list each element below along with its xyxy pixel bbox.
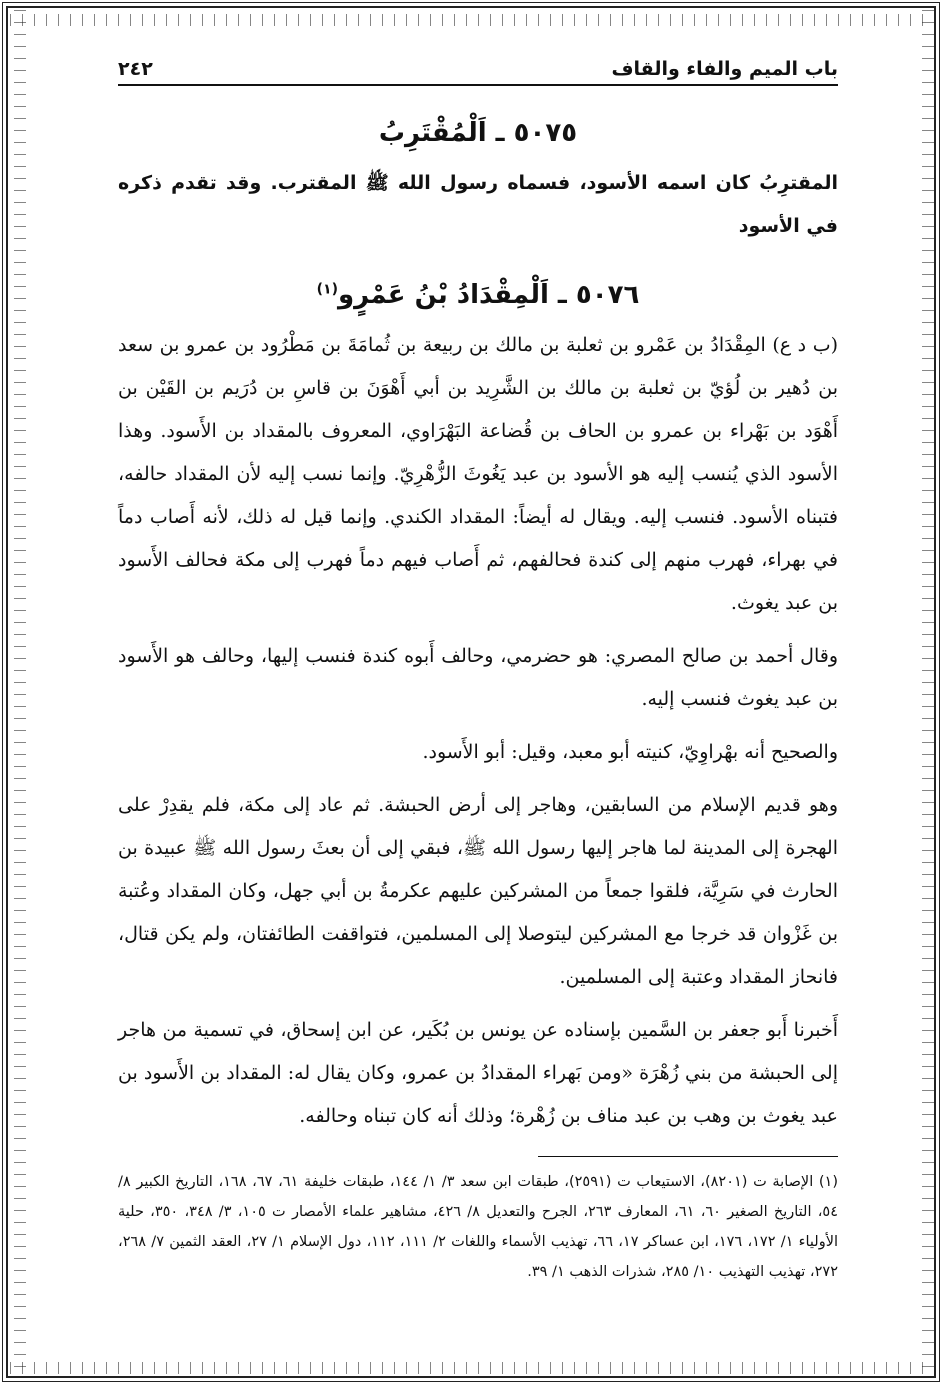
footnote-marker: (١) — [316, 281, 338, 298]
entry-paragraph: والصحيح أنه بهْراوِيّ، كنيته أبو معبد، وقيل: أبو الأَسود. — [422, 741, 838, 763]
entry-paragraph: أَخبرنا أَبو جعفر بن السَّمين بإسناده عن يونس بن بُكَير، عن ابن إسحاق، في تسمية من هاجر إلى الحبشة من بني زُهْرَة «ومن بَهراء المقدادُ بن عمرو، وكان يقال له: المقداد بن الأَسود بن عبد يغوث بن وهب بن عبد مناف بن زُهْرة؛ وذلك أنه كان تبناه وحالفه. — [118, 1019, 838, 1127]
page-number: ٢٤٢ — [118, 58, 153, 80]
entry-title-5075: ٥٠٧٥ ـ اَلْمُقْتَرِبُ — [378, 118, 578, 148]
entry-paragraph: وهو قديم الإسلام من السابقين، وهاجر إلى أرض الحبشة. ثم عاد إلى مكة، فلم يقدِرْ على الهجرة إلى المدينة لما هاجر إليها رسول الله ﷺ، فبقي إلى أن بعثَ رسول الله ﷺ عبيدة بن الحارث في سَرِيَّة، فلقوا جمعاً من المشركين عليهم عكرمةُ بن أبي جهل، وكان المقداد وعُتبة بن غَزْوان قد خرجا مع المشركين ليتوصلا إلى المسلمين، فتواقفت الطائفتان، ولم يكن قتال، فانحاز المقداد وعتبة إلى المسلمين. — [118, 794, 838, 988]
running-header — [118, 58, 838, 86]
footnote-divider — [538, 1156, 838, 1157]
border-ornament-top — [10, 14, 938, 26]
entry-paragraph: (ب د ع) المِقْدَادُ بن عَمْرو بن ثعلبة بن مالك بن ربيعة بن ثُمامَةَ بن مَطْرُود بن عمرو بن سعد بن دُهير بن لُؤيّ بن ثعلبة بن مالك بن الشَّرِيد بن أبي أَهْوَنَ بن قاسِ بن دُرَيم بن القَيْن بن أَهْوَد بن بَهْراء بن عمرو بن الحاف بن قُضاعة البَهْرَاوي، المعروف بالمقداد بن الأَسود. وهذا الأسود الذي يُنسب إليه هو الأسود بن عبد يَغُوثَ الزُّهْرِيّ. وإنما نسب إليه لأن المقداد حالفه، فتبناه الأسود. فنسب إليه. ويقال له أيضاً: المقداد الكندي. وإنما قيل له ذلك، لأنه أَصاب دماً في بهراء، فهرب منهم إلى كندة فحالفهم، ثم أَصاب فيهم دماً فهرب إلى مكة فحالف الأَسود بن عبد يغوث. — [118, 334, 838, 614]
entry-paragraph: المقترِبُ كان اسمه الأسود، فسماه رسول الله ﷺ المقترب. وقد تقدم ذكره في الأسود — [118, 172, 838, 237]
footnote: (١) الإصابة ت (٨٢٠١)، الاستيعاب ت (٢٥٩١)، طبقات ابن سعد ٣/ ١/ ١٤٤، طبقات خليفة ٦١، ٦٧، ١٦٨، التاريخ الكبير ٨/ ٥٤، التاريخ الصغير ٦٠، ٦١، المعارف ٢٦٣، الجرح والتعديل ٨/ ٤٢٦، مشاهير علماء الأمصار ت ١٠٥، ٣/ ٣٤٨، ٣٥٠، حلية الأولياء ١/ ١٧٢، ١٧٦، ابن عساكر ١٧، ٦٦، تهذيب الأسماء واللغات ٢/ ١١١، ١١٢، دول الإسلام ١/ ٢٧، العقد الثمين ٧/ ٢٦٨، ٢٧٢، تهذيب التهذيب ١٠/ ٢٨٥، شذرات الذهب ١/ ٣٩. — [118, 1174, 838, 1280]
border-ornament-right — [922, 10, 934, 1378]
entry-title-5076: ٥٠٧٦ ـ اَلْمِقْدَادُ بْنُ عَمْرٍو$^{(١)}$ — [316, 280, 640, 310]
section-title: باب الميم والفاء والقاف — [611, 58, 838, 80]
entry-paragraph: وقال أحمد بن صالح المصري: هو حضرمي، وحالف أَبوه كندة فنسب إليها، وحالف هو الأَسود بن عبد يغوث فنسب إليه. — [118, 645, 838, 710]
border-ornament-left — [14, 10, 26, 1378]
book-page — [118, 58, 838, 1287]
border-ornament-bottom — [10, 1362, 938, 1374]
